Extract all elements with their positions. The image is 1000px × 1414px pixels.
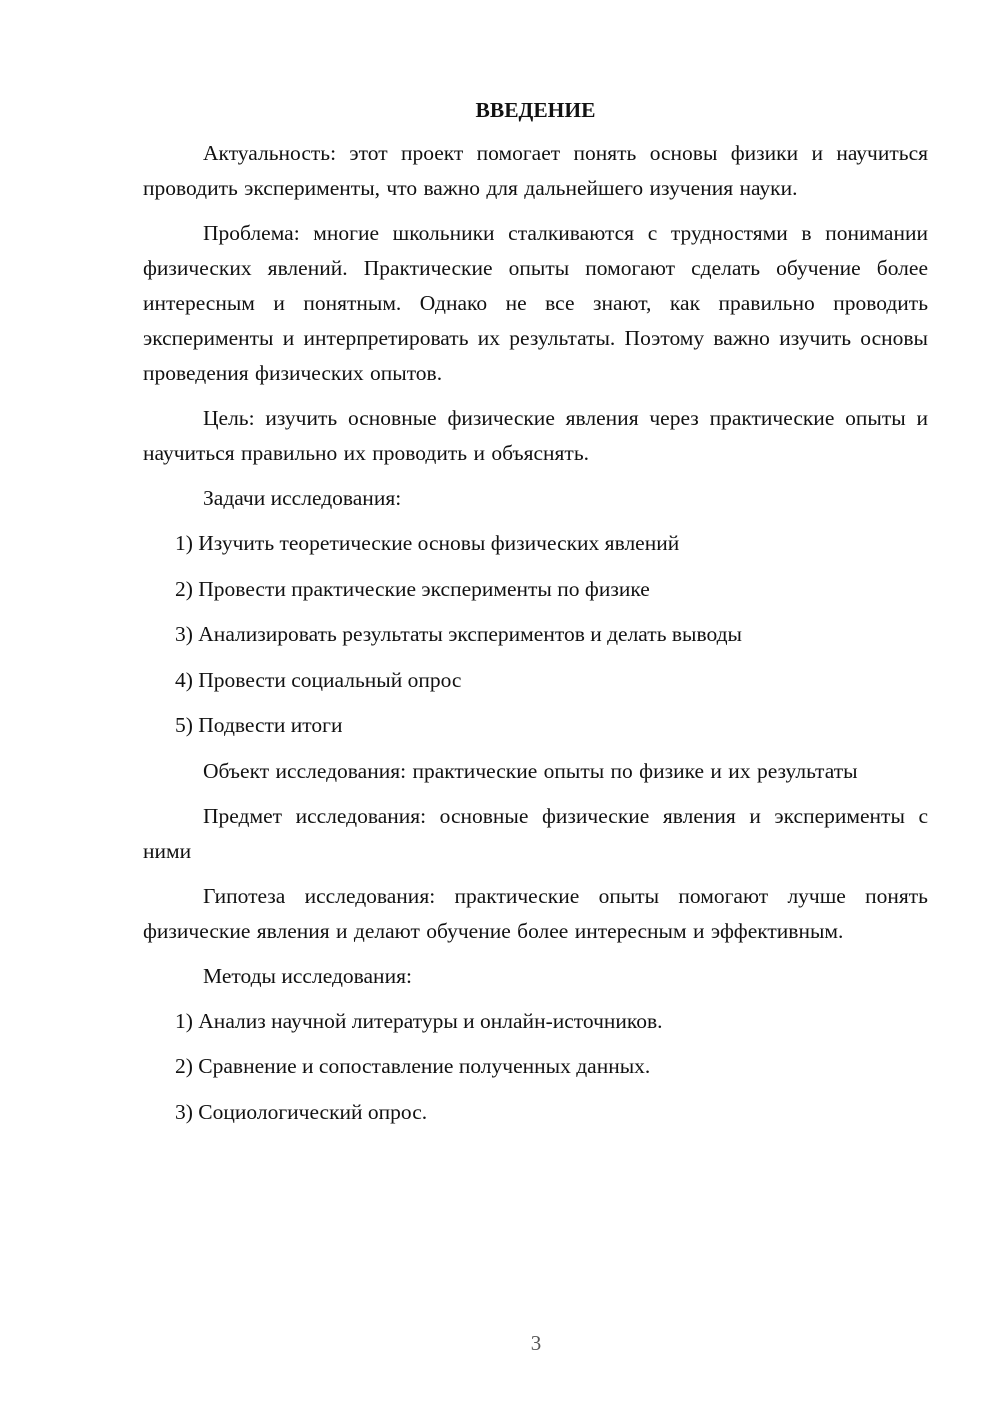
list-item: 2) Провести практические эксперименты по физике [175, 576, 650, 601]
list-item: 2) Сравнение и сопоставление полученных данных. [175, 1054, 651, 1078]
page-number: 3 [530, 1331, 542, 1355]
hypothesis-paragraph: Гипотеза исследования: практические опыты помогают лучше понять физические явления и делают обучение более интересным и эффективным. [143, 883, 928, 943]
methods-label: Методы исследования: [203, 963, 412, 988]
list-item: 3) Социологический опрос. [175, 1099, 428, 1124]
tasks-label: Задачи исследования: [203, 486, 402, 510]
relevance-paragraph: Актуальность: этот проект помогает понять основы физики и научиться проводить эксперименты, что важно для дальнейшего изучения науки. [143, 141, 928, 200]
list-item: 5) Подвести итоги [175, 713, 343, 737]
problem-paragraph: Проблема: многие школьники сталкиваются с трудностями в понимании физических явлений. Практические опыты помогают сделать обучение более интересным и понятным. Однако не все знают, как правильно проводить эксперименты и интерпретировать их результаты. Поэтому важно изучить основы проведения физических опытов. [143, 221, 928, 385]
list-item: 3) Анализировать результаты экспериментов и делать выводы [175, 622, 742, 646]
methods-list [143, 1004, 928, 1130]
section-title: ВВЕДЕНИЕ [475, 98, 596, 122]
list-item: 1) Анализ научной литературы и онлайн-источников. [175, 1008, 663, 1033]
list-item: 4) Провести социальный опрос [175, 667, 462, 692]
subject-paragraph: Предмет исследования: основные физические явления и эксперименты с ними [143, 803, 928, 863]
page-content [143, 94, 928, 1140]
goal-paragraph: Цель: изучить основные физические явления через практические опыты и научиться правильно их проводить и объяснять. [143, 406, 928, 465]
list-item: 1) Изучить теоретические основы физических явлений [175, 531, 680, 555]
tasks-list [143, 526, 928, 743]
object-paragraph: Объект исследования: практические опыты по физике и их результаты [203, 758, 858, 783]
